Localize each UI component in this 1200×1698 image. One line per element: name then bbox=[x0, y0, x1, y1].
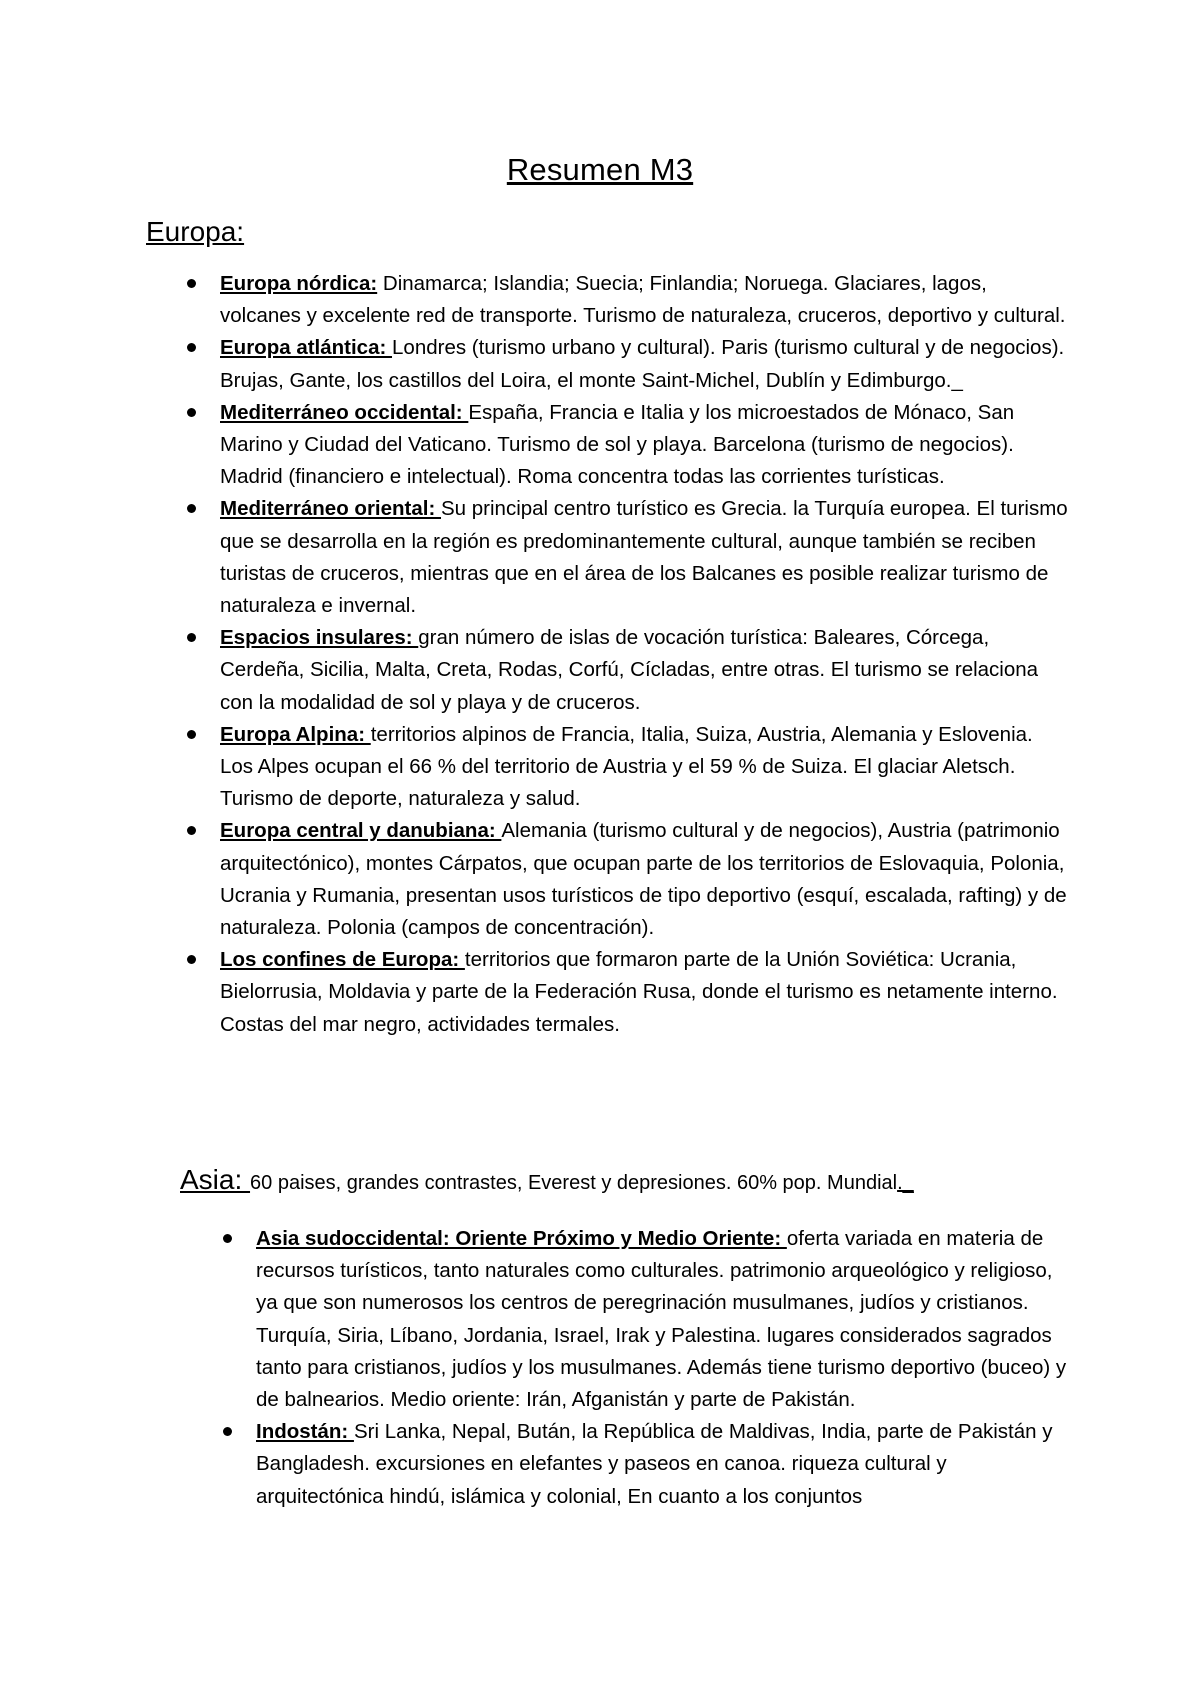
list-item bbox=[220, 719, 1070, 816]
item-text: Alemania (turismo cultural y de negocios), Austria (patrimonio arquitectónico), montes Cárpatos, que ocupan parte de los territorios de Eslovaquia, Polonia, Ucrania y Rumania, presentan usos turísticos de tipo deportivo (esquí, escalada, rafting) y de naturaleza. Polonia (campos de concentración). bbox=[220, 819, 1067, 940]
list-item bbox=[220, 815, 1070, 944]
item-term: Indostán: bbox=[256, 1420, 354, 1444]
bullet-icon bbox=[187, 279, 196, 288]
list-item bbox=[220, 332, 1070, 396]
item-term: Europa Alpina: bbox=[220, 722, 371, 746]
bullet-icon bbox=[187, 826, 196, 835]
item-term: Mediterráneo oriental: bbox=[220, 497, 441, 521]
asia-intro-text: 60 paises, grandes contrastes, Everest y depresiones. 60% pop. Mundial bbox=[250, 1172, 898, 1194]
page-title: Resumen M3 bbox=[506, 152, 694, 187]
bullet-icon bbox=[187, 343, 196, 352]
list-item bbox=[220, 493, 1070, 622]
item-term: Los confines de Europa: bbox=[220, 948, 465, 972]
item-term: Europa atlántica: bbox=[220, 336, 393, 360]
bullet-icon bbox=[187, 408, 196, 417]
europa-list bbox=[220, 268, 1070, 1041]
list-item bbox=[220, 397, 1070, 494]
item-term: Mediterráneo occidental: bbox=[220, 400, 469, 424]
bullet-icon bbox=[187, 633, 196, 642]
item-text: territorios que formaron parte de la Unión Soviética: Ucrania, Bielorrusia, Moldavia y parte de la Federación Rusa, donde el turismo es netamente interno. Costas del mar negro, actividades termales. bbox=[220, 948, 1058, 1036]
item-text: Dinamarca; Islandia; Suecia; Finlandia; Noruega. Glaciares, lagos, volcanes y excelente red de transporte. Turismo de naturaleza, cruceros, deportivo y cultural. bbox=[220, 272, 1066, 328]
list-item bbox=[220, 622, 1070, 719]
section-heading-europa: Europa: bbox=[146, 216, 245, 247]
bullet-icon bbox=[223, 1234, 232, 1243]
list-item bbox=[220, 944, 1070, 1041]
section-heading-asia: Asia: bbox=[180, 1164, 251, 1195]
item-term: Asia sudoccidental: Oriente Próximo y Medio Oriente: bbox=[256, 1227, 787, 1250]
list-item bbox=[220, 268, 1070, 332]
bullet-icon bbox=[187, 504, 196, 513]
item-text: Su principal centro turístico es Grecia. la Turquía europea. El turismo que se desarrolla en la región es predominantemente cultural, aunque también se reciben turistas de cruceros, mientras que en el área de los Balcanes es posible realizar turismo de naturaleza e invernal. bbox=[220, 497, 1068, 618]
asia-intro bbox=[180, 1164, 914, 1199]
item-term: Europa nórdica: bbox=[220, 272, 378, 295]
bullet-icon bbox=[187, 955, 196, 964]
item-text: gran número de islas de vocación turística: Baleares, Córcega, Cerdeña, Sicilia, Malta, Creta, Rodas, Corfú, Cícladas, entre otras. El turismo se relaciona con la modalidad de sol y playa y de cruceros. bbox=[220, 626, 1039, 714]
item-term: Europa central y danubiana: bbox=[220, 819, 502, 843]
asia-list bbox=[256, 1223, 1076, 1513]
asia-intro-tail: ._ bbox=[897, 1172, 914, 1194]
list-item bbox=[256, 1416, 1076, 1513]
item-text: Londres (turismo urbano y cultural). Paris (turismo cultural y de negocios). Brujas, Gante, los castillos del Loira, el monte Saint-Michel, Dublín y Edimburgo._ bbox=[220, 336, 1065, 392]
item-term: Espacios insulares: bbox=[220, 626, 419, 650]
item-text: territorios alpinos de Francia, Italia, Suiza, Austria, Alemania y Eslovenia. Los Alpes ocupan el 66 % del territorio de Austria y el 59 % de Suiza. El glaciar Aletsch. Turismo de deporte, naturaleza y salud. bbox=[220, 722, 1033, 811]
item-text: Sri Lanka, Nepal, Bután, la República de Maldivas, India, parte de Pakistán y Bangladesh. excursiones en elefantes y paseos en canoa. riqueza cultural y arquitectónica hindú, islámica y colonial, En cuanto a los conjuntos bbox=[256, 1420, 1053, 1508]
bullet-icon bbox=[187, 730, 196, 739]
bullet-icon bbox=[223, 1427, 232, 1436]
item-text: oferta variada en materia de recursos turísticos, tanto naturales como culturales. patrimonio arqueológico y religioso, ya que son numerosos los centros de peregrinación musulmanes, judíos y cristianos. Turquía, Siria, Líbano, Jordania, Israel, Irak y Palestina. lugares considerados sagrados tanto para cristianos, judíos y los musulmanes. Además tiene turismo deportivo (buceo) y de balnearios. Medio oriente: Irán, Afganistán y parte de Pakistán. bbox=[256, 1227, 1067, 1412]
list-item bbox=[256, 1223, 1076, 1416]
item-text: España, Francia e Italia y los microestados de Mónaco, San Marino y Ciudad del Vaticano. Turismo de sol y playa. Barcelona (turismo de negocios). Madrid (financiero e intelectual). Roma concentra todas las corrientes turísticas. bbox=[220, 400, 1015, 489]
